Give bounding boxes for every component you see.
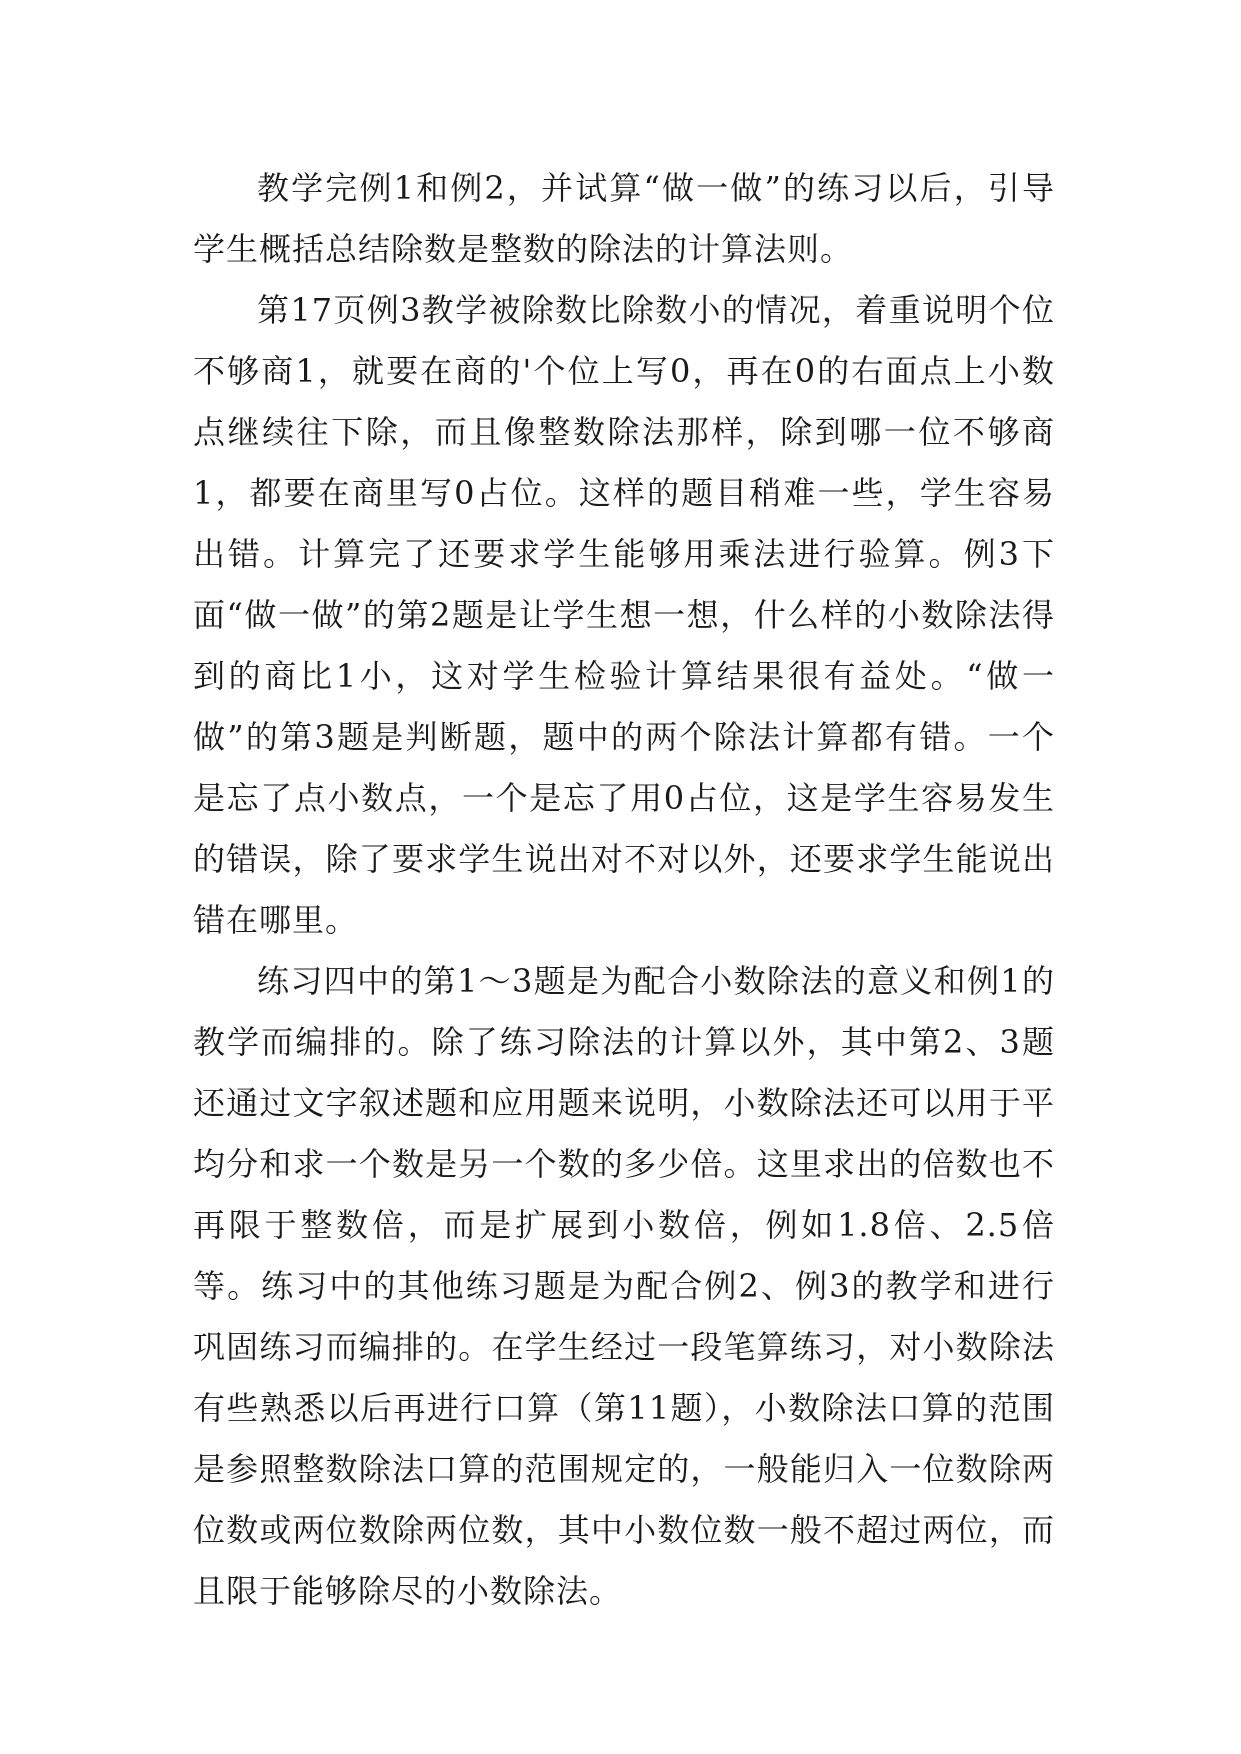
paragraph-3: 练习四中的第1～3题是为配合小数除法的意义和例1的教学而编排的。除了练习除法的计算以外，其中第2、3题还通过文字叙述题和应用题来说明，小数除法还可以用于平均分和求一个数是另一个数的多少倍。这里求出的倍数也不再限于整数倍，而是扩展到小数倍，例如1.8倍、2.5倍等。练习中的其他练习题是为配合例2、例3的教学和进行巩固练习而编排的。在学生经过一段笔算练习，对小数除法有些熟悉以后再进行口算（第11题），小数除法口算的范围是参照整数除法口算的范围规定的，一般能归入一位数除两位数或两位数除两位数，其中小数位数一般不超过两位，而且限于能够除尽的小数除法。 — [193, 962, 1055, 1610]
body-text — [193, 158, 1055, 1622]
paragraph-2: 第17页例3教学被除数比除数小的情况，着重说明个位不够商1，就要在商的'个位上写0，再在0的右面点上小数点继续往下除，而且像整数除法那样，除到哪一位不够商1，都要在商里写0占位。这样的题目稍难一些，学生容易出错。计算完了还要求学生能够用乘法进行验算。例3下面“做一做”的第2题是让学生想一想，什么样的小数除法得到的商比1小，这对学生检验计算结果很有益处。“做一做”的第3题是判断题，题中的两个除法计算都有错。一个是忘了点小数点，一个是忘了用0占位，这是学生容易发生的错误，除了要求学生说出对不对以外，还要求学生能说出错在哪里。 — [193, 291, 1055, 939]
paragraph-1: 教学完例1和例2，并试算“做一做”的练习以后，引导学生概括总结除数是整数的除法的计算法则。 — [193, 169, 1055, 268]
